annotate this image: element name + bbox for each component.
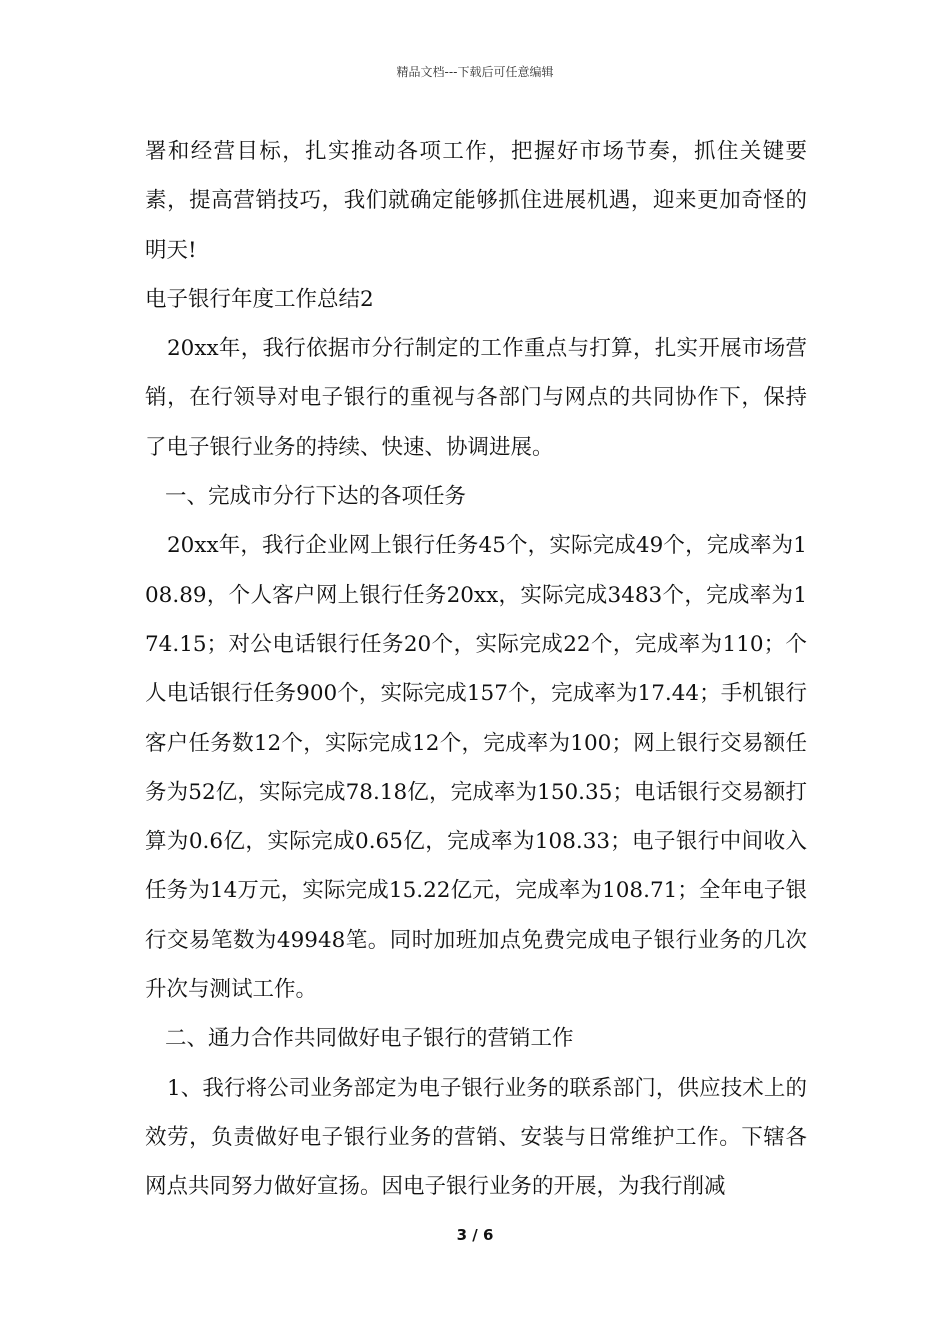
paragraph-intro: 20xx年，我行依据市分行制定的工作重点与打算，扎实开展市场营销，在行领导对电子银行的重视与各部门与网点的共同协作下，保持了电子银行业务的持续、快速、协调进展。: [145, 336, 807, 460]
paragraph-task-results: 20xx年，我行企业网上银行任务45个，实际完成49个，完成率为108.89，个人客户网上银行任务20xx，实际完成3483个，完成率为174.15；对公电话银行任务20个，实际完成22个，完成率为110；个人电话银行任务900个，实际完成157个，完成率为17.44；手机银行客户任务数12个，实际完成12个，完成率为100；网上银行交易额任务为52亿，实际完成78.18亿，完成率为150.35；电话银行交易额打算为0.6亿，实际完成0.65亿，完成率为108.33；电子银行中间收入任务为14万元，实际完成15.22亿元，完成率为108.71；全年电子银行交易笔数为49948笔。同时加班加点免费完成电子银行业务的几次升次与测试工作。: [145, 533, 807, 1003]
heading-section-2: 二、通力合作共同做好电子银行的营销工作: [165, 1026, 574, 1052]
document-body: [145, 127, 807, 1212]
paragraph-continuation: 署和经营目标，扎实推动各项工作，把握好市场节奏，抓住关键要素，提高营销技巧，我们就确定能够抓住进展机遇，迎来更加奇怪的明天!: [145, 139, 807, 263]
page-number: 3 / 6: [456, 1226, 494, 1244]
section-title: 电子银行年度工作总结2: [145, 286, 374, 312]
heading-section-1: 一、完成市分行下达的各项任务: [165, 484, 467, 510]
page-header: 精品文档---下载后可任意编辑: [396, 65, 554, 79]
paragraph-marketing: 1、我行将公司业务部定为电子银行业务的联系部门，供应技术上的效劳，负责做好电子银行业务的营销、安装与日常维护工作。下辖各网点共同努力做好宣扬。因电子银行业务的开展，为我行削减: [145, 1075, 807, 1200]
